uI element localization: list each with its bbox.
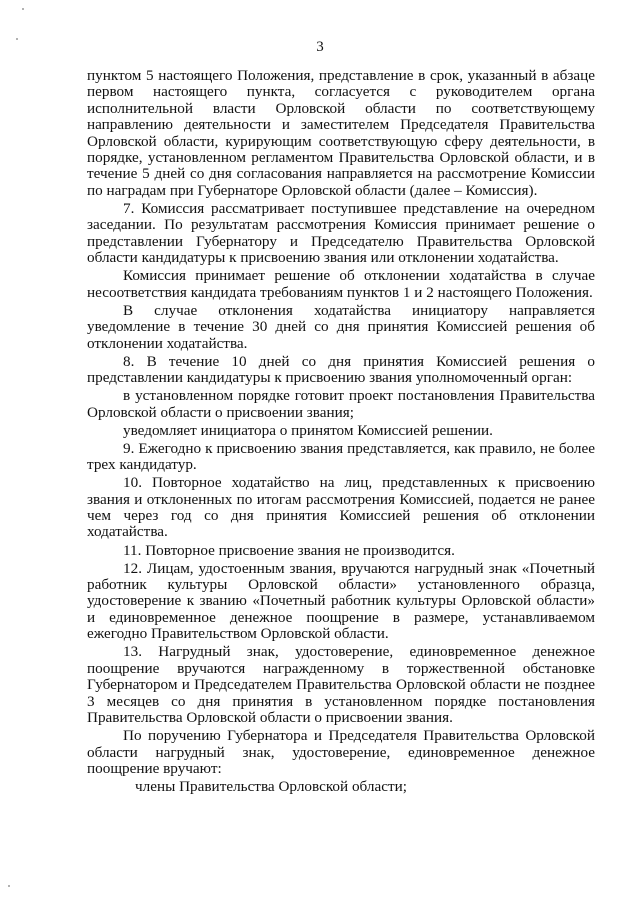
- paragraph: уведомляет инициатора о принятом Комиссией решении.: [123, 421, 493, 439]
- paragraph: пунктом 5 настоящего Положения, представление в срок, указанный в абзаце первом настоящего пункта, согласуется с руководителем органа исполнительной власти Орловской области по соответствующему направлению деятельности и заместителем Председателя Правительства Орловской области, курирующим соответствующую сферу деятельности, в порядке, установленном регламентом Правительства Орловской области, и в течение 5 дней со дня согласования направляется на рассмотрение Комиссии по наградам при Губернаторе Орловской области (далее – Комиссия).: [87, 67, 595, 199]
- document-body: [87, 68, 595, 797]
- paragraph: Комиссия принимает решение об отклонении ходатайства в случае несоответствия кандидата требованиям пунктов 1 и 2 настоящего Положения.: [87, 267, 595, 301]
- paragraph: 11. Повторное присвоение звания не производится.: [123, 541, 455, 559]
- paragraph: 10. Повторное ходатайство на лиц, представленных к присвоению звания и отклоненных по итогам рассмотрения Комиссией, подается не ранее чем через год со дня принятия Комиссией решения об отклонении ходатайства.: [87, 474, 595, 541]
- paragraph: 7. Комиссия рассматривает поступившее представление на очередном заседании. По результатам рассмотрения Комиссия принимает решение о представлении Губернатору и Председателю Правительства Орловской области кандидатуры к присвоению звания или отклонении ходатайства.: [87, 199, 595, 267]
- paragraph: 13. Нагрудный знак, удостоверение, единовременное денежное поощрение вручаются награжденному в торжественной обстановке Губернатором и Председателем Правительства Орловской области не позднее 3 месяцев со дня принятия в установленном порядке постановления Правительства Орловской области о присвоении звания.: [87, 643, 595, 726]
- paragraph: 8. В течение 10 дней со дня принятия Комиссией решения о представлении кандидатуры к присвоению звания уполномоченный орган:: [87, 352, 595, 387]
- paragraph: в установленном порядке готовит проект постановления Правительства Орловской области о присвоении звания;: [87, 387, 595, 421]
- scan-artifact: [22, 8, 24, 10]
- paragraph: члены Правительства Орловской области;: [135, 778, 407, 795]
- paragraph: 12. Лицам, удостоенным звания, вручаются нагрудный знак «Почетный работник культуры Орловской области» установленного образца, удостоверение к званию «Почетный работник культуры Орловской области» и единовременное денежное поощрение в размере, устанавливаемом ежегодно Правительством Орловской области.: [87, 559, 595, 643]
- paragraph: В случае отклонения ходатайства инициатору направляется уведомление в течение 30 дней со дня принятия Комиссией решения об отклонении ходатайства.: [87, 301, 595, 352]
- paragraph: По поручению Губернатора и Председателя Правительства Орловской области нагрудный знак, удостоверение, единовременное денежное поощрение вручают:: [87, 727, 595, 777]
- scan-artifact: [8, 885, 10, 887]
- paragraph: 9. Ежегодно к присвоению звания представляется, как правило, не более трех кандидатур.: [87, 439, 595, 474]
- page-number: 3: [316, 39, 324, 55]
